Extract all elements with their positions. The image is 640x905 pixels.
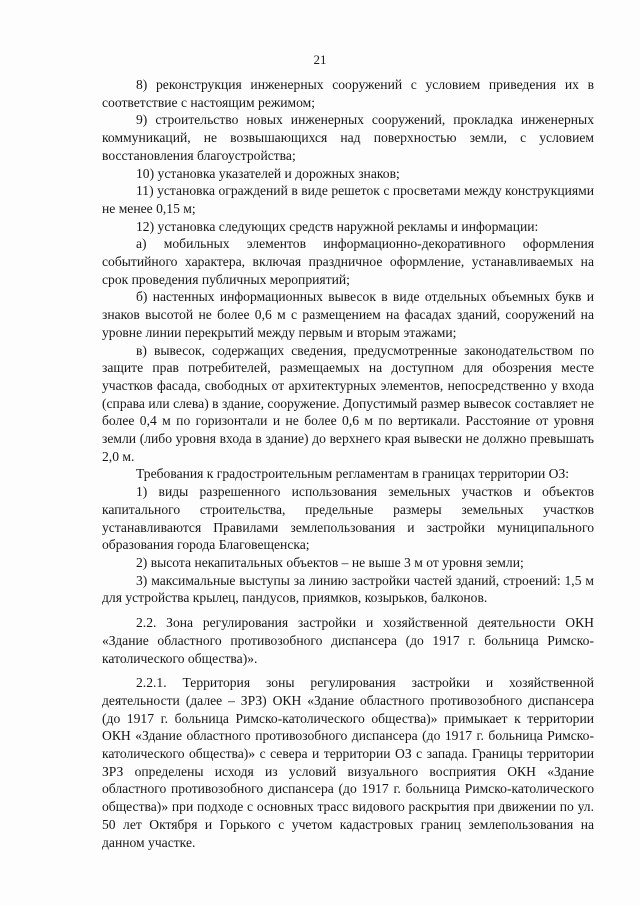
paragraph-item-8: 8) реконструкция инженерных сооружений с условием приведения их в соответствие с настоящим режимом; (102, 77, 594, 110)
paragraph-subitem-v: в) вывесок, содержащих сведения, предусмотренные законодательством по защите прав потребителей, размещаемых на доступном для обозрения месте участков фасада, свободных от архитектурных элементов, непосредственно у входа (справа или слева) в здание, сооружение. Допустимый размер вывесок составляет не более 0,4 м по горизонтали и не более 0,6 м по вертикали. Расстояние от уровня земли (либо уровня входа в здание) до верхнего края вывески не должно превышать 2,0 м. (102, 342, 594, 464)
paragraph-requirements-heading: Требования к градостроительным регламентам в границах территории ОЗ: (136, 466, 570, 482)
paragraph-subitem-b: б) настенных информационных вывесок в виде отдельных объемных букв и знаков высотой не более 0,6 м с размещением на фасадах зданий, сооружений на уровне линии перекрытий между первым и вторым этажами; (102, 289, 594, 340)
section-heading-2-2: 2.2. Зона регулирования застройки и хозяйственной деятельности ОКН «Здание областного противозобного диспансера (до 1917 г. больница Римско-католического общества)». (102, 615, 594, 666)
paragraph-requirement-3: 3) максимальные выступы за линию застройки частей зданий, строений: 1,5 м для устройства крылец, пандусов, приямков, козырьков, балконов. (102, 572, 594, 606)
paragraph-item-11: 11) установка ограждений в виде решеток с просветами между конструкциями не менее 0,15 м; (102, 183, 594, 216)
paragraph-item-10: 10) установка указателей и дорожных знаков; (136, 165, 400, 181)
document-body (102, 76, 594, 851)
paragraph-requirement-2: 2) высота некапитальных объектов – не выше 3 м от уровня земли; (136, 554, 524, 570)
paragraph-item-12: 12) установка следующих средств наружной рекламы и информации: (136, 218, 539, 234)
paragraph-item-9: 9) строительство новых инженерных сооружений, прокладка инженерных коммуникаций, не возвышающихся над поверхностью земли, с условием восстановления благоустройства; (102, 112, 594, 163)
page-number: 21 (313, 52, 327, 67)
paragraph-subitem-a: а) мобильных элементов информационно-декоративного оформления событийного характера, включая праздничное оформление, устанавливаемых на срок проведения публичных мероприятий; (102, 236, 594, 287)
paragraph-requirement-1: 1) виды разрешенного использования земельных участков и объектов капитального строительства, предельные размеры земельных участков устанавливаются Правилами землепользования и застройки муниципального образования города Благовещенска; (102, 484, 594, 553)
paragraph-section-2-2-1: 2.2.1. Территория зоны регулирования застройки и хозяйственной деятельности (далее – ЗРЗ) ОКН «Здание областного противозобного диспансера (до 1917 г. больница Римско-католического общества)» примыкает к территории ОКН «Здание областного противозобного диспансера (до 1917 г. больница Римско-католического общества)» с севера и территории ОЗ с запада. Границы территории ЗРЗ определены исходя из условий визуального восприятия ОКН «Здание областного противозобного диспансера (до 1917 г. больница Римско-католического общества)» при подходе с основных трасс видового раскрытия при движении по ул. 50 лет Октября и Горького с учетом кадастровых границ землепользования на данном участке. (102, 675, 594, 850)
